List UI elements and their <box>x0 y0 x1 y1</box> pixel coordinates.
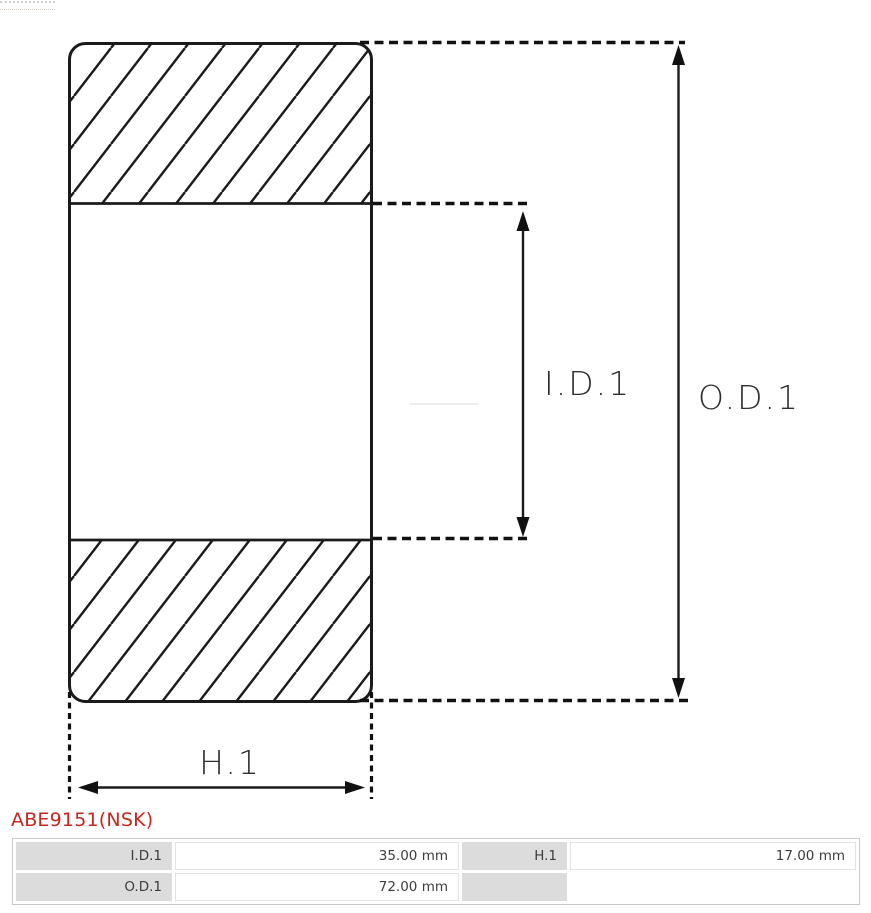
spec-label-cell-empty <box>462 873 567 901</box>
hatch-bands <box>68 42 374 703</box>
part-number-heading: ABE9151(NSK) <box>11 809 154 831</box>
spec-label-cell-h: H.1 <box>462 842 567 870</box>
spec-value-cell-od: 72.00 mm <box>175 873 459 901</box>
spec-value-cell-h: 17.00 mm <box>570 842 856 870</box>
dimensions-table <box>12 838 860 905</box>
h-dimension-arrow <box>78 781 365 794</box>
hatch-top-band <box>68 42 374 204</box>
id-dimension-arrow <box>517 211 530 537</box>
spec-value-cell-id: 35.00 mm <box>175 842 459 870</box>
table-row <box>16 842 856 870</box>
extension-lines-horizontal <box>360 43 689 701</box>
hatch-bottom-band <box>68 540 374 703</box>
od-dimension-label: O.D.1 <box>698 378 801 417</box>
id-dimension-label: I.D.1 <box>544 364 632 403</box>
od-dimension-arrow <box>672 45 685 698</box>
h-dimension-label: H.1 <box>199 743 261 782</box>
spec-label-cell-id: I.D.1 <box>16 842 172 870</box>
spec-value-cell-empty <box>570 873 856 901</box>
table-row <box>16 873 856 901</box>
spec-label-cell-od: O.D.1 <box>16 873 172 901</box>
